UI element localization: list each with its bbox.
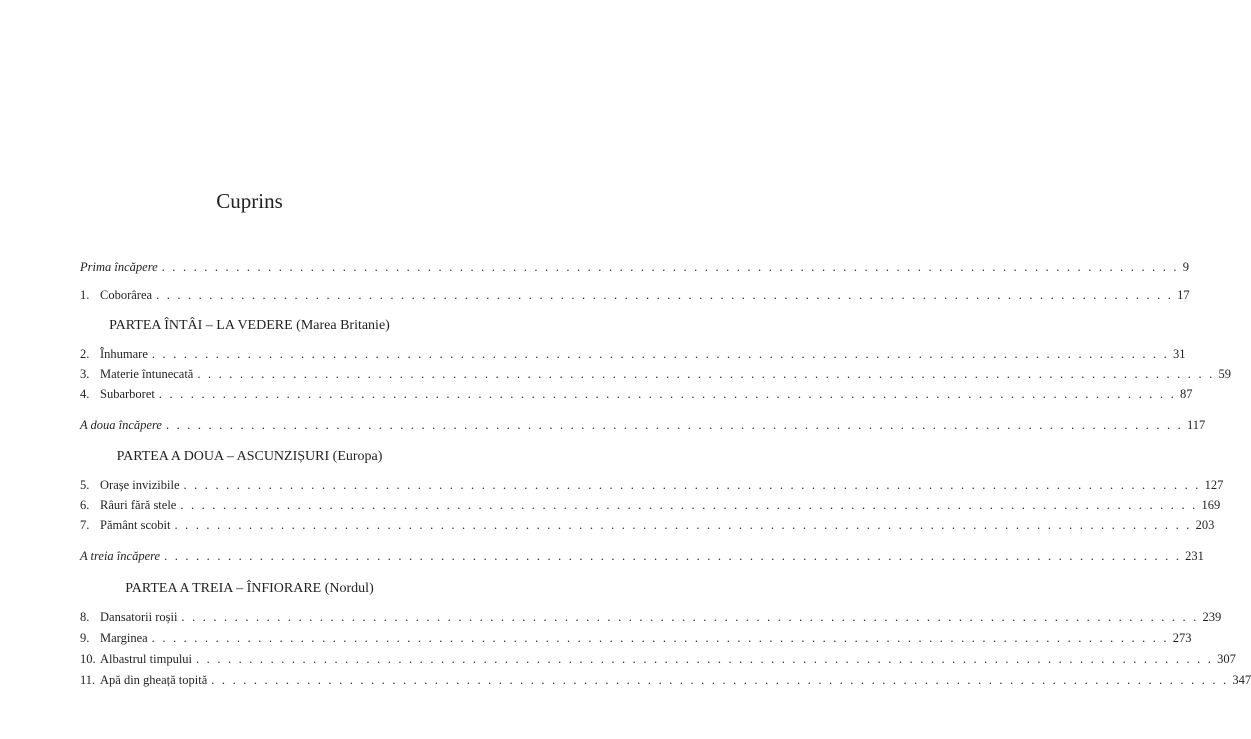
part-heading: PARTEA ÎNTÂI – LA VEDERE (Marea Britanie) [109,318,390,333]
toc-page-number: 203 [1195,518,1215,532]
toc-entry-chapter [80,477,1224,493]
toc-leader-dots: . . . . . . . . . . . . . . . . . . . . . . . . . . . . . . . . . . . . . . . . . . . . . . . . . . . . . . . . . . . . . . . . . . . . . . . . . . . . . . . . . . . . . . . . . . . . . . . . [158,387,1176,401]
toc-chapter-number: 2. [80,347,90,361]
toc-entry-label: A treia încăpere [80,549,161,563]
toc-entry-label: Albastrul timpului [100,652,193,666]
toc-chapter-number: 11. [80,673,96,687]
toc-entry-chapter [80,609,1222,625]
toc-page-number: 127 [1204,478,1224,492]
toc-page-number: 347 [1232,673,1251,687]
toc-entry-label: Dansatorii roșii [100,610,178,624]
toc-page-number: 231 [1185,549,1204,563]
toc-page-number: 273 [1172,631,1192,645]
toc-page-number: 31 [1172,347,1186,361]
toc-chapter-number: 5. [80,478,90,492]
part-heading: PARTEA A TREIA – ÎNFIORARE (Nordul) [125,581,374,596]
toc-entry-label: Materie întunecată [100,367,194,381]
toc-chapter-number: 4. [80,387,90,401]
toc-page-number: 87 [1179,387,1193,401]
toc-entry-label: Apă din gheață topită [100,673,208,687]
toc-page-number: 307 [1217,652,1236,666]
toc-entry-chapter [80,366,1231,382]
toc-entry-room [80,417,1206,433]
toc-entry-chapter [80,386,1193,402]
toc-entry-label: Pământ scobit [100,518,171,532]
toc-entry-chapter [80,672,1251,688]
toc-chapter-number: 1. [80,288,90,302]
toc-entry-label: Înhumare [100,347,148,361]
toc-leader-dots: . . . . . . . . . . . . . . . . . . . . . . . . . . . . . . . . . . . . . . . . . . . . . . . . . . . . . . . . . . . . . . . . . . . . . . . . . . . . . . . . . . . . . . . . . . . . . . . . [181,610,1199,624]
toc-entry-chapter [80,287,1190,303]
page-title: Cuprins [216,189,283,213]
toc-leader-dots: . . . . . . . . . . . . . . . . . . . . . . . . . . . . . . . . . . . . . . . . . . . . . . . . . . . . . . . . . . . . . . . . . . . . . . . . . . . . . . . . . . . . . . . . . . . . . . . . [174,518,1192,532]
toc-leader-dots: . . . . . . . . . . . . . . . . . . . . . . . . . . . . . . . . . . . . . . . . . . . . . . . . . . . . . . . . . . . . . . . . . . . . . . . . . . . . . . . . . . . . . . . . . . . . . . . . [164,549,1182,563]
toc-page-number: 117 [1187,418,1206,432]
toc-entry-chapter [80,651,1236,667]
toc-entry-chapter [80,517,1215,533]
toc-chapter-number: 10. [80,652,96,666]
toc-chapter-number: 7. [80,518,90,532]
toc-entry-label: A doua încăpere [80,418,162,432]
toc-chapter-number: 6. [80,498,90,512]
toc-entry-label: Râuri fără stele [100,498,177,512]
toc-chapter-number: 8. [80,610,90,624]
toc-leader-dots: . . . . . . . . . . . . . . . . . . . . . . . . . . . . . . . . . . . . . . . . . . . . . . . . . . . . . . . . . . . . . . . . . . . . . . . . . . . . . . . . . . . . . . . . . . . . . . . . [151,347,1169,361]
toc-leader-dots: . . . . . . . . . . . . . . . . . . . . . . . . . . . . . . . . . . . . . . . . . . . . . . . . . . . . . . . . . . . . . . . . . . . . . . . . . . . . . . . . . . . . . . . . . . . . . . . . [211,673,1229,687]
toc-page-number: 169 [1201,498,1221,512]
toc-entry-chapter [80,630,1192,646]
toc-entry-room [80,259,1189,275]
toc-entry-label: Marginea [100,631,148,645]
toc-leader-dots: . . . . . . . . . . . . . . . . . . . . . . . . . . . . . . . . . . . . . . . . . . . . . . . . . . . . . . . . . . . . . . . . . . . . . . . . . . . . . . . . . . . . . . . . . . . . . . . . [196,652,1214,666]
toc-chapter-number: 9. [80,631,90,645]
toc-leader-dots: . . . . . . . . . . . . . . . . . . . . . . . . . . . . . . . . . . . . . . . . . . . . . . . . . . . . . . . . . . . . . . . . . . . . . . . . . . . . . . . . . . . . . . . . . . . . . . . . [161,260,1179,274]
toc-entry-room [80,548,1204,564]
toc-leader-dots: . . . . . . . . . . . . . . . . . . . . . . . . . . . . . . . . . . . . . . . . . . . . . . . . . . . . . . . . . . . . . . . . . . . . . . . . . . . . . . . . . . . . . . . . . . . . . . . . [183,478,1201,492]
toc-entry-chapter [80,346,1186,362]
toc-entry-chapter [80,497,1221,513]
toc-entry-label: Coborârea [100,288,153,302]
toc-leader-dots: . . . . . . . . . . . . . . . . . . . . . . . . . . . . . . . . . . . . . . . . . . . . . . . . . . . . . . . . . . . . . . . . . . . . . . . . . . . . . . . . . . . . . . . . . . . . . . . . [156,288,1174,302]
part-heading: PARTEA A DOUA – ASCUNZIȘURI (Europa) [116,449,383,464]
toc-page-number: 17 [1177,288,1190,302]
toc-page-number: 239 [1202,610,1222,624]
toc-chapter-number: 3. [80,367,90,381]
toc-entry-label: Orașe invizibile [100,478,180,492]
toc-leader-dots: . . . . . . . . . . . . . . . . . . . . . . . . . . . . . . . . . . . . . . . . . . . . . . . . . . . . . . . . . . . . . . . . . . . . . . . . . . . . . . . . . . . . . . . . . . . . . . . . [180,498,1198,512]
toc-page-number: 59 [1218,367,1231,381]
toc-page-number: 9 [1182,260,1189,274]
toc-leader-dots: . . . . . . . . . . . . . . . . . . . . . . . . . . . . . . . . . . . . . . . . . . . . . . . . . . . . . . . . . . . . . . . . . . . . . . . . . . . . . . . . . . . . . . . . . . . . . . . . [197,367,1215,381]
toc-entry-label: Subarboret [100,387,155,401]
toc-leader-dots: . . . . . . . . . . . . . . . . . . . . . . . . . . . . . . . . . . . . . . . . . . . . . . . . . . . . . . . . . . . . . . . . . . . . . . . . . . . . . . . . . . . . . . . . . . . . . . . . [165,418,1184,432]
toc-leader-dots: . . . . . . . . . . . . . . . . . . . . . . . . . . . . . . . . . . . . . . . . . . . . . . . . . . . . . . . . . . . . . . . . . . . . . . . . . . . . . . . . . . . . . . . . . . . . . . . . [151,631,1169,645]
toc-entry-label: Prima încăpere [80,260,158,274]
